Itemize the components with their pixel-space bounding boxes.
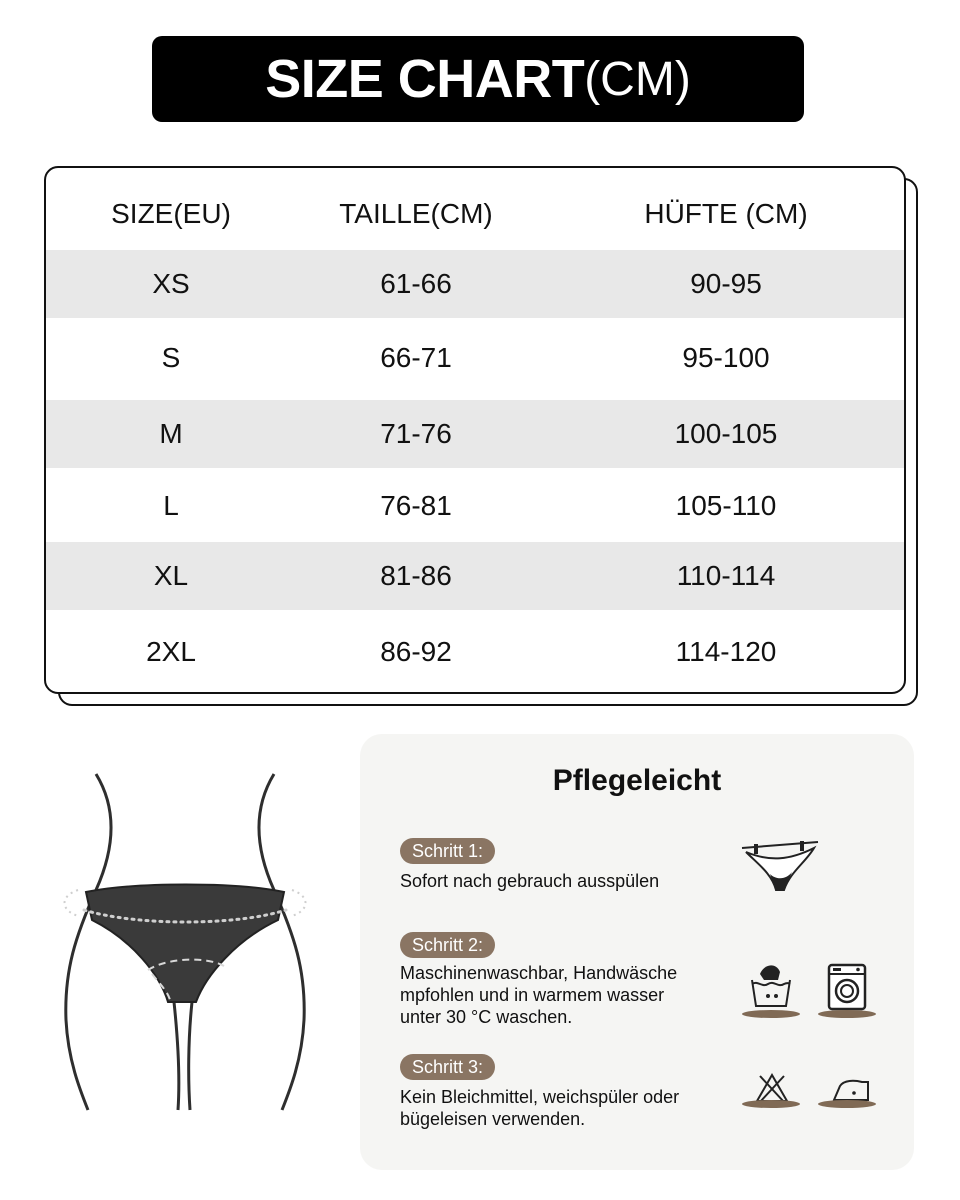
waist-cell: 86-92 xyxy=(380,636,452,667)
size-cell: XS xyxy=(152,268,190,299)
waist-cell: 61-66 xyxy=(380,268,452,299)
step-1-text: Sofort nach gebrauch ausspülen xyxy=(400,871,660,891)
icon-stand xyxy=(818,1010,876,1018)
step-2-text: Maschinenwaschbar, Handwäsche mpfohlen und in warmem wasser unter 30 °C waschen. xyxy=(400,963,678,1027)
hip-cell: 110-114 xyxy=(676,560,776,591)
icon-stand xyxy=(742,1010,800,1018)
size-cell: XL xyxy=(153,560,189,591)
table-row xyxy=(46,324,904,392)
hand-wash-icon xyxy=(748,960,794,1010)
hip-cell: 90-95 xyxy=(690,268,762,299)
waist-cell: 76-81 xyxy=(380,490,452,521)
title-main: SIZE CHART xyxy=(265,49,585,109)
waist-cell: 71-76 xyxy=(380,418,452,449)
title-banner xyxy=(152,36,804,122)
size-cell: L xyxy=(163,490,179,521)
step-1-badge: Schritt 1: xyxy=(400,838,495,864)
column-header-size: SIZE(EU) xyxy=(111,198,231,229)
care-title: Pflegeleicht xyxy=(552,764,722,797)
table-row xyxy=(46,472,904,540)
column-header-waist: TAILLE(CM) xyxy=(339,198,493,229)
table-row xyxy=(46,250,904,318)
hip-cell: 105-110 xyxy=(675,490,777,521)
title-unit: (CM) xyxy=(584,52,691,106)
waist-cell: 81-86 xyxy=(380,560,452,591)
table-row xyxy=(46,542,904,610)
size-cell: 2XL xyxy=(146,636,196,667)
hanging-underwear-icon xyxy=(740,838,820,898)
size-cell: M xyxy=(159,418,183,449)
waist-cell: 66-71 xyxy=(380,342,452,373)
table-row xyxy=(46,618,904,686)
size-table xyxy=(44,166,906,694)
column-header-hip: HÜFTE (CM) xyxy=(644,198,808,229)
table-row xyxy=(46,400,904,468)
washing-machine-icon xyxy=(826,962,868,1012)
hip-cell: 114-120 xyxy=(675,636,777,667)
size-cell: S xyxy=(161,342,181,373)
hip-cell: 95-100 xyxy=(682,342,770,373)
care-instructions-card xyxy=(360,734,914,1170)
hip-cell: 100-105 xyxy=(674,418,778,449)
body-figure-illustration xyxy=(56,770,316,1120)
step-2-badge: Schritt 2: xyxy=(400,932,495,958)
icon-stand xyxy=(742,1100,800,1108)
step-3-text: Kein Bleichmittel, weichspüler oder bügeleisen verwenden. xyxy=(400,1087,680,1129)
table-header-row xyxy=(46,180,904,248)
step-3-badge: Schritt 3: xyxy=(400,1054,495,1080)
icon-stand xyxy=(818,1100,876,1108)
